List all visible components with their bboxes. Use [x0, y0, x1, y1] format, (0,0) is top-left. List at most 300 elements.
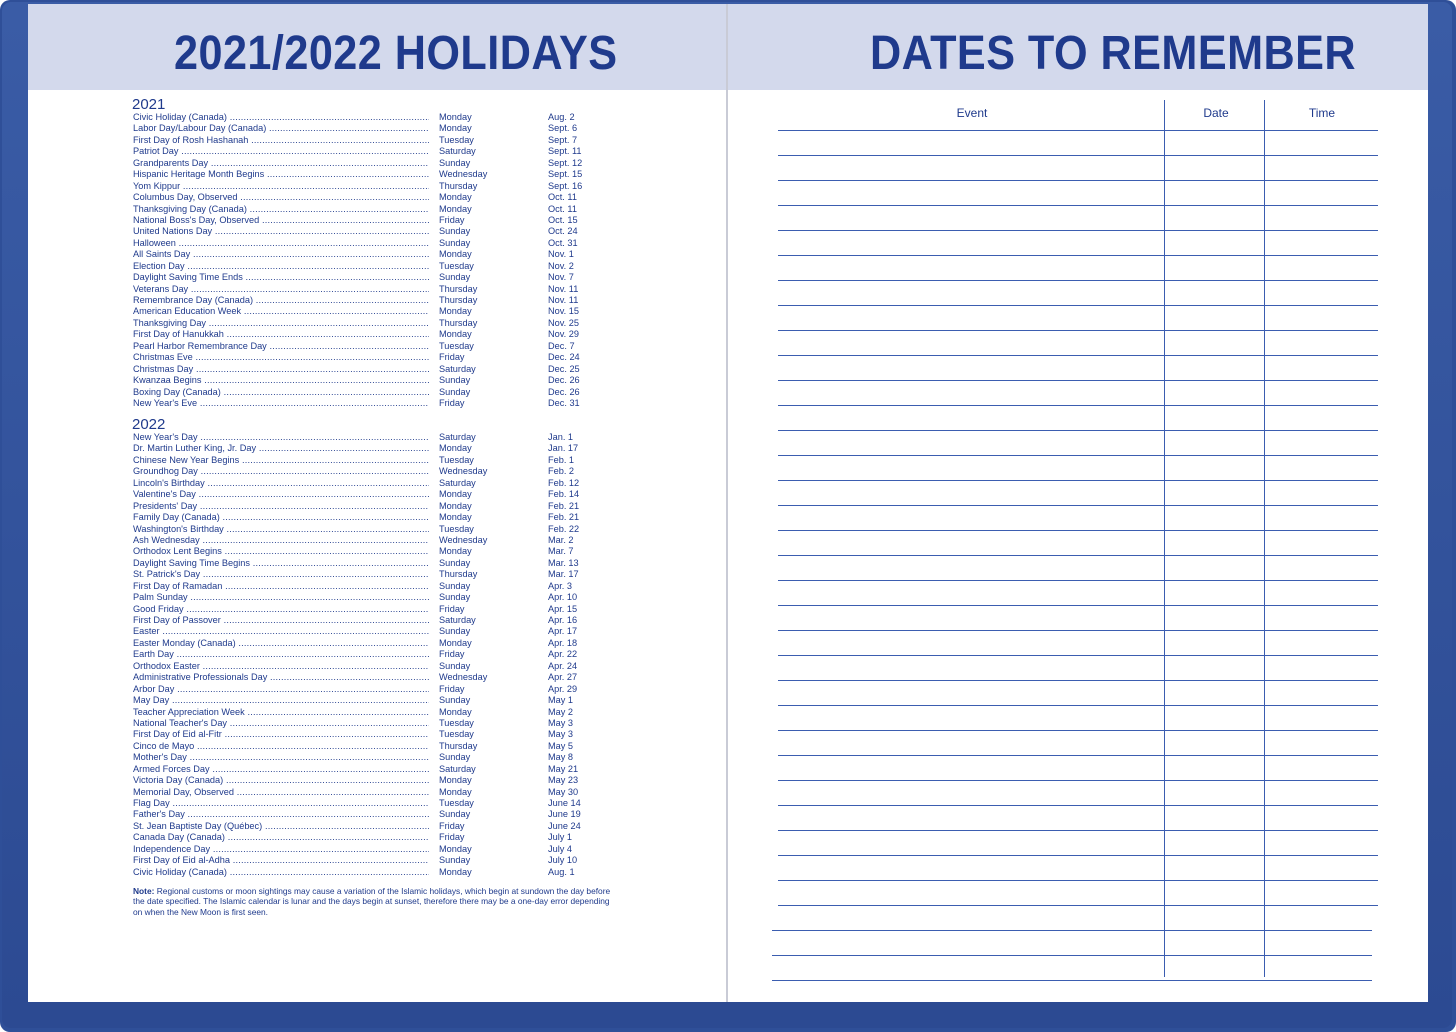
holiday-date: Jan. 17: [548, 443, 579, 454]
holiday-weekday: Monday: [439, 489, 472, 500]
writing-line[interactable]: [778, 505, 1378, 506]
holiday-date: Oct. 11: [548, 192, 577, 203]
holiday-name: Earth Day .....: [133, 649, 429, 660]
holiday-name: Labor Day/Labour Day (Canada) .....: [133, 123, 429, 134]
note-label: Note:: [133, 886, 155, 896]
holiday-name: First Day of Hanukkah .....: [133, 329, 429, 340]
holiday-row: [133, 604, 623, 615]
holiday-date: July 1: [548, 832, 573, 843]
holiday-row: [133, 112, 623, 123]
holiday-weekday: Thursday: [439, 569, 478, 580]
writing-line[interactable]: [778, 655, 1378, 656]
holiday-weekday: Friday: [439, 649, 465, 660]
holiday-date: Apr. 27: [548, 672, 578, 683]
holiday-weekday: Monday: [439, 306, 472, 317]
holiday-name: American Education Week .....: [133, 306, 429, 317]
holiday-name: Civic Holiday (Canada) .....: [133, 112, 429, 123]
holiday-weekday: Friday: [439, 832, 465, 843]
holidays-title: 2021/2022 HOLIDAYS: [174, 27, 618, 80]
holiday-weekday: Monday: [439, 706, 472, 717]
writing-line[interactable]: [778, 830, 1378, 831]
holiday-date: Nov. 11: [548, 283, 579, 294]
holiday-date: Feb. 14: [548, 489, 580, 500]
holiday-name: New Year's Eve .....: [133, 398, 429, 409]
writing-line[interactable]: [778, 230, 1378, 231]
holiday-row: [133, 707, 623, 718]
holiday-row: [133, 204, 623, 215]
holiday-row: [133, 501, 623, 512]
holiday-row: [133, 775, 623, 786]
column-divider-date-time: [1264, 100, 1265, 977]
holiday-name: Easter Monday (Canada) .....: [133, 638, 429, 649]
holiday-name: Veterans Day .....: [133, 284, 429, 295]
holiday-row: [133, 478, 623, 489]
holiday-row: [133, 626, 623, 637]
holiday-row: [133, 455, 623, 466]
holiday-row: [133, 466, 623, 477]
holiday-weekday: Thursday: [439, 283, 478, 294]
holiday-date: Sept. 12: [548, 157, 583, 168]
holiday-weekday: Sunday: [439, 592, 471, 603]
writing-line[interactable]: [778, 205, 1378, 206]
holiday-weekday: Monday: [439, 786, 472, 797]
holiday-row: [133, 672, 623, 683]
holiday-name: National Boss's Day, Observed .....: [133, 215, 429, 226]
holiday-date: Dec. 26: [548, 375, 580, 386]
holiday-name: First Day of Eid al-Adha .....: [133, 855, 429, 866]
holiday-row: [133, 535, 623, 546]
writing-line[interactable]: [778, 355, 1378, 356]
holiday-row: [133, 181, 623, 192]
holiday-date: Apr. 16: [548, 615, 578, 625]
holiday-row: [133, 489, 623, 500]
holiday-date: Jan. 1: [548, 432, 574, 442]
writing-line[interactable]: [778, 255, 1378, 256]
holiday-date: Mar. 13: [548, 557, 579, 568]
holiday-date: Nov. 11: [548, 295, 579, 305]
holiday-name: Memorial Day, Observed .....: [133, 787, 429, 798]
holiday-name: Thanksgiving Day (Canada) .....: [133, 204, 429, 215]
holiday-weekday: Sunday: [439, 237, 471, 248]
holiday-row: [133, 135, 623, 146]
holiday-date: June 19: [548, 809, 581, 820]
holiday-row: [133, 661, 623, 672]
holiday-row: [133, 787, 623, 798]
holiday-name: All Saints Day .....: [133, 249, 429, 260]
holiday-weekday: Thursday: [439, 180, 478, 191]
holiday-date: Sept. 11: [548, 146, 582, 157]
holiday-date: Dec. 25: [548, 363, 580, 374]
holiday-date: Mar. 17: [548, 569, 579, 580]
holiday-name: Lincoln's Birthday .....: [133, 478, 429, 489]
holiday-weekday: Tuesday: [439, 260, 474, 271]
time-column-header: Time: [1308, 106, 1336, 120]
writing-line[interactable]: [772, 955, 1372, 956]
holiday-date: Aug. 2: [548, 112, 575, 122]
holiday-name: Grandparents Day .....: [133, 158, 429, 169]
holiday-weekday: Monday: [439, 866, 472, 877]
holiday-row: [133, 764, 623, 775]
writing-line[interactable]: [778, 630, 1378, 631]
holidays-title-band: [28, 4, 726, 90]
holiday-row: [133, 352, 623, 363]
holiday-weekday: Sunday: [439, 557, 471, 568]
holiday-date: Sept. 6: [548, 123, 578, 134]
holiday-weekday: Tuesday: [439, 717, 474, 728]
holiday-name: Palm Sunday .....: [133, 592, 429, 603]
holiday-name: First Day of Ramadan .....: [133, 581, 429, 592]
holiday-row: [133, 261, 623, 272]
holiday-weekday: Tuesday: [439, 340, 474, 351]
writing-line[interactable]: [778, 880, 1378, 881]
holiday-row: [133, 443, 623, 454]
holiday-row: [133, 638, 623, 649]
holiday-name: Hispanic Heritage Month Begins .....: [133, 169, 429, 180]
holiday-name: New Year's Day .....: [133, 432, 429, 443]
holiday-weekday: Monday: [439, 443, 472, 454]
holiday-row: [133, 752, 623, 763]
holiday-date: Dec. 24: [548, 352, 580, 363]
writing-line[interactable]: [778, 130, 1378, 131]
holiday-name: Valentine's Day .....: [133, 489, 429, 500]
holiday-row: [133, 649, 623, 660]
writing-line[interactable]: [778, 855, 1378, 856]
holiday-date: Nov. 7: [548, 272, 574, 283]
holiday-weekday: Monday: [439, 203, 472, 214]
holiday-name: Canada Day (Canada) .....: [133, 832, 429, 843]
holiday-weekday: Friday: [439, 603, 465, 614]
writing-line[interactable]: [778, 705, 1378, 706]
writing-line[interactable]: [778, 480, 1378, 481]
holiday-row: [133, 546, 623, 557]
holiday-weekday: Thursday: [439, 317, 478, 328]
holiday-name: Boxing Day (Canada) .....: [133, 387, 429, 398]
holiday-weekday: Monday: [439, 843, 472, 854]
holidays-page: [28, 4, 726, 1002]
holiday-date: Feb. 12: [548, 477, 580, 488]
year-heading-2021: 2021: [132, 96, 166, 113]
holiday-date: Oct. 11: [548, 203, 577, 214]
holiday-row: [133, 718, 623, 729]
holiday-row: [133, 158, 623, 169]
year-heading-2022: 2022: [132, 416, 166, 433]
holiday-name: Good Friday .....: [133, 604, 429, 615]
holiday-date: Oct. 31: [548, 237, 578, 248]
holiday-date: May 8: [548, 752, 574, 763]
holiday-row: [133, 238, 623, 249]
holiday-name: Daylight Saving Time Ends .....: [133, 272, 429, 283]
holiday-date: Nov. 1: [548, 249, 574, 260]
writing-line[interactable]: [778, 180, 1378, 181]
writing-line[interactable]: [778, 155, 1378, 156]
holiday-date: May 5: [548, 740, 574, 751]
holiday-row: [133, 592, 623, 603]
holiday-row: [133, 569, 623, 580]
column-divider-event-date: [1164, 100, 1165, 977]
writing-line[interactable]: [778, 905, 1378, 906]
holiday-weekday: Sunday: [439, 580, 471, 591]
holiday-date: Feb. 22: [548, 523, 580, 534]
holiday-weekday: Thursday: [439, 295, 478, 305]
holiday-date: May 3: [548, 717, 574, 728]
holiday-weekday: Sunday: [439, 626, 471, 637]
holiday-name: Washington's Birthday .....: [133, 524, 429, 535]
writing-line[interactable]: [778, 730, 1378, 731]
holiday-row: [133, 524, 623, 535]
holiday-weekday: Monday: [439, 775, 472, 786]
holiday-date: Feb. 2: [548, 466, 575, 477]
holiday-row: [133, 855, 623, 866]
holiday-name: Presidents' Day .....: [133, 501, 429, 512]
writing-line[interactable]: [778, 605, 1378, 606]
holiday-name: Remembrance Day (Canada) .....: [133, 295, 429, 306]
holiday-row: [133, 821, 623, 832]
holiday-name: Chinese New Year Begins .....: [133, 455, 429, 466]
holiday-weekday: Wednesday: [439, 672, 488, 683]
holiday-weekday: Tuesday: [439, 729, 474, 740]
holiday-date: May 23: [548, 775, 579, 786]
holiday-weekday: Tuesday: [439, 798, 474, 808]
holiday-weekday: Friday: [439, 352, 465, 363]
holiday-row: [133, 729, 623, 740]
holiday-name: Teacher Appreciation Week .....: [133, 707, 429, 718]
holiday-date: July 10: [548, 855, 578, 866]
holiday-name: Groundhog Day .....: [133, 466, 429, 477]
writing-line[interactable]: [778, 680, 1378, 681]
holiday-row: [133, 581, 623, 592]
holiday-row: [133, 684, 623, 695]
holiday-name: Christmas Eve .....: [133, 352, 429, 363]
holiday-date: Apr. 24: [548, 660, 578, 671]
holiday-weekday: Monday: [439, 637, 472, 648]
holiday-date: Nov. 2: [548, 260, 574, 271]
dates-title: DATES TO REMEMBER: [870, 27, 1357, 80]
holiday-row: [133, 146, 623, 157]
holiday-date: June 24: [548, 820, 581, 831]
event-column-header: Event: [956, 106, 988, 120]
holiday-row: [133, 832, 623, 843]
holiday-weekday: Sunday: [439, 855, 471, 866]
writing-line[interactable]: [772, 980, 1372, 981]
holiday-date: Feb. 21: [548, 500, 580, 511]
holiday-row: [133, 387, 623, 398]
holiday-weekday: Monday: [439, 112, 472, 122]
holiday-weekday: Saturday: [439, 146, 476, 157]
holiday-date: May 2: [548, 706, 574, 717]
writing-line[interactable]: [772, 930, 1372, 931]
holiday-date: Apr. 22: [548, 649, 578, 660]
holiday-row: [133, 844, 623, 855]
holiday-date: Apr. 15: [548, 603, 578, 614]
holiday-name: Columbus Day, Observed .....: [133, 192, 429, 203]
holiday-row: [133, 809, 623, 820]
holiday-weekday: Saturday: [439, 763, 476, 774]
dates-table: [778, 100, 1378, 978]
holiday-row: [133, 306, 623, 317]
holiday-date: Dec. 31: [548, 397, 580, 408]
dates-title-band: [728, 4, 1428, 90]
holiday-weekday: Wednesday: [439, 466, 488, 477]
holiday-date: Mar. 7: [548, 546, 574, 557]
holiday-row: [133, 169, 623, 180]
holiday-date: Dec. 26: [548, 386, 580, 397]
writing-line[interactable]: [778, 280, 1378, 281]
holiday-weekday: Friday: [439, 820, 465, 831]
holiday-weekday: Sunday: [439, 386, 471, 397]
holiday-list-2022: [133, 432, 623, 878]
holiday-date: Oct. 15: [548, 214, 578, 225]
holiday-date: Sept. 15: [548, 169, 583, 180]
holiday-weekday: Monday: [439, 249, 472, 260]
holiday-weekday: Friday: [439, 683, 465, 694]
holiday-name: Cinco de Mayo .....: [133, 741, 429, 752]
holiday-name: Orthodox Lent Begins .....: [133, 546, 429, 557]
holiday-name: National Teacher's Day .....: [133, 718, 429, 729]
holiday-name: Daylight Saving Time Begins .....: [133, 558, 429, 569]
holiday-weekday: Monday: [439, 123, 472, 134]
holiday-date: Nov. 15: [548, 306, 579, 317]
holiday-weekday: Sunday: [439, 157, 471, 168]
holiday-name: Election Day .....: [133, 261, 429, 272]
holiday-date: Apr. 18: [548, 637, 578, 648]
holiday-name: First Day of Rosh Hashanah .....: [133, 135, 429, 146]
holiday-weekday: Saturday: [439, 477, 476, 488]
holiday-date: Nov. 25: [548, 317, 579, 328]
holiday-row: [133, 295, 623, 306]
holiday-row: [133, 215, 623, 226]
holiday-date: Sept. 16: [548, 180, 583, 191]
holiday-date: Feb. 1: [548, 454, 575, 465]
holiday-row: [133, 192, 623, 203]
holiday-row: [133, 695, 623, 706]
holiday-row: [133, 329, 623, 340]
writing-line[interactable]: [778, 555, 1378, 556]
holiday-row: [133, 364, 623, 375]
holiday-row: [133, 341, 623, 352]
holiday-name: Orthodox Easter .....: [133, 661, 429, 672]
holiday-date: May 30: [548, 786, 579, 797]
holiday-row: [133, 432, 623, 443]
dates-to-remember-page: [728, 4, 1428, 1002]
holiday-row: [133, 375, 623, 386]
holiday-name: Civic Holiday (Canada) .....: [133, 867, 429, 878]
holiday-row: [133, 398, 623, 409]
holiday-row: [133, 249, 623, 260]
holiday-row: [133, 512, 623, 523]
holiday-name: Halloween .....: [133, 238, 429, 249]
holiday-name: Armed Forces Day .....: [133, 764, 429, 775]
holiday-weekday: Wednesday: [439, 534, 488, 545]
holiday-name: Administrative Professionals Day .....: [133, 672, 429, 683]
holiday-date: Oct. 24: [548, 226, 578, 237]
holiday-date: Apr. 17: [548, 626, 578, 637]
holiday-name: Ash Wednesday .....: [133, 535, 429, 546]
holiday-date: July 4: [548, 843, 573, 854]
holiday-weekday: Sunday: [439, 226, 471, 237]
holiday-name: Patriot Day .....: [133, 146, 429, 157]
writing-line[interactable]: [778, 455, 1378, 456]
holiday-name: Kwanzaa Begins .....: [133, 375, 429, 386]
holiday-name: St. Jean Baptiste Day (Québec) .....: [133, 821, 429, 832]
holiday-weekday: Monday: [439, 512, 472, 523]
holiday-date: Aug. 1: [548, 866, 575, 877]
holiday-weekday: Tuesday: [439, 454, 474, 465]
holiday-weekday: Sunday: [439, 375, 471, 386]
holiday-date: Apr. 3: [548, 580, 573, 591]
holiday-date: May 1: [548, 695, 574, 706]
holiday-name: Thanksgiving Day .....: [133, 318, 429, 329]
holiday-row: [133, 123, 623, 134]
holiday-row: [133, 284, 623, 295]
holiday-name: First Day of Eid al-Fitr .....: [133, 729, 429, 740]
holiday-name: Independence Day .....: [133, 844, 429, 855]
holiday-weekday: Saturday: [439, 432, 476, 442]
holiday-weekday: Monday: [439, 500, 472, 511]
holiday-name: St. Patrick's Day .....: [133, 569, 429, 580]
holiday-row: [133, 867, 623, 878]
holiday-row: [133, 615, 623, 626]
holiday-name: Family Day (Canada) .....: [133, 512, 429, 523]
holiday-weekday: Tuesday: [439, 134, 474, 145]
holiday-weekday: Sunday: [439, 752, 471, 763]
holiday-date: Dec. 7: [548, 340, 575, 351]
writing-line[interactable]: [778, 805, 1378, 806]
writing-line[interactable]: [778, 755, 1378, 756]
holiday-date: June 14: [548, 798, 581, 808]
writing-line[interactable]: [778, 580, 1378, 581]
holiday-weekday: Sunday: [439, 660, 471, 671]
holiday-weekday: Monday: [439, 192, 472, 203]
note-text: Regional customs or moon sightings may cause a variation of the Islamic holidays, which begin at sundown the day before the date specified. The Islamic calendar is lunar and the days begin at sunset, therefore there may be a one-day error depending on when the New Moon is first seen.: [133, 886, 611, 917]
holiday-row: [133, 272, 623, 283]
holiday-weekday: Monday: [439, 546, 472, 557]
writing-line[interactable]: [778, 405, 1378, 406]
writing-line[interactable]: [778, 780, 1378, 781]
holiday-date: Feb. 21: [548, 512, 580, 523]
holiday-weekday: Monday: [439, 329, 472, 340]
writing-line[interactable]: [778, 380, 1378, 381]
writing-line[interactable]: [778, 330, 1378, 331]
holiday-name: Dr. Martin Luther King, Jr. Day .....: [133, 443, 429, 454]
holiday-weekday: Tuesday: [439, 523, 474, 534]
holiday-name: Mother's Day .....: [133, 752, 429, 763]
writing-line[interactable]: [778, 530, 1378, 531]
writing-line[interactable]: [778, 430, 1378, 431]
date-column-header: Date: [1203, 106, 1229, 120]
holiday-date: Nov. 29: [548, 329, 579, 340]
holiday-row: [133, 318, 623, 329]
holiday-name: Arbor Day .....: [133, 684, 429, 695]
holiday-name: Victoria Day (Canada) .....: [133, 775, 429, 786]
holiday-row: [133, 741, 623, 752]
holiday-name: Pearl Harbor Remembrance Day .....: [133, 341, 429, 352]
holiday-weekday: Sunday: [439, 695, 471, 706]
holiday-row: [133, 558, 623, 569]
holiday-weekday: Friday: [439, 214, 465, 225]
holiday-name: Yom Kippur .....: [133, 181, 429, 192]
holiday-weekday: Saturday: [439, 363, 476, 374]
holiday-name: May Day .....: [133, 695, 429, 706]
islamic-holidays-note: [133, 886, 613, 917]
holiday-date: May 21: [548, 763, 579, 774]
holiday-weekday: Sunday: [439, 272, 471, 283]
holiday-weekday: Saturday: [439, 615, 476, 625]
holiday-date: Mar. 2: [548, 534, 574, 545]
holiday-name: Father's Day .....: [133, 809, 429, 820]
holiday-weekday: Friday: [439, 397, 465, 408]
holiday-list-2021: [133, 112, 623, 409]
writing-line[interactable]: [778, 305, 1378, 306]
